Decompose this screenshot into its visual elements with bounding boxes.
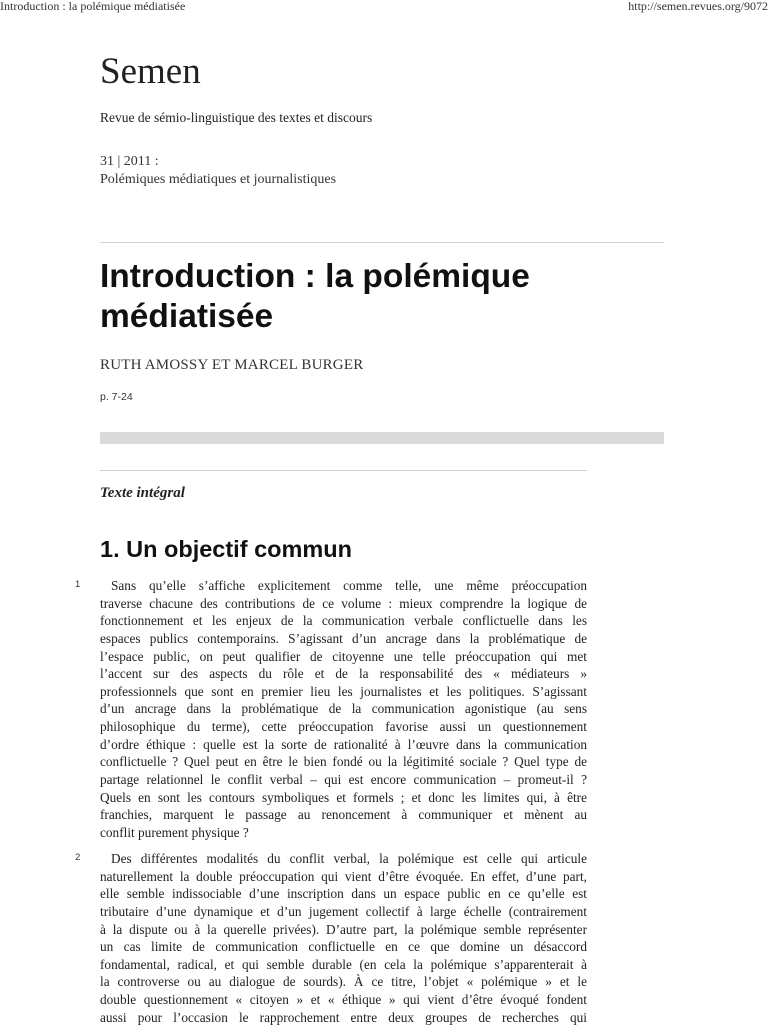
text-line: d’un ancrage dans la problématique de la communication agonistique (au sens [100, 701, 587, 717]
issue-title[interactable]: Polémiques médiatiques et journalistiques [100, 172, 337, 187]
text-line: un cas limite de communication conflictuelle en ce que domine un désaccord [100, 939, 587, 955]
journal-name[interactable]: Semen [100, 51, 201, 92]
text-line: fonctionnement et les enjeux de la communication verbale conflictuelle dans les [100, 613, 587, 629]
paragraph-number[interactable]: 1 [75, 579, 81, 590]
text-line: d’ordre éthique : quelle est la sorte de rationalité à l’œuvre dans la communication [100, 736, 587, 752]
text-line: naturellement la double préoccupation qui vient d’être évoquée. En effet, d’une part, [100, 868, 587, 884]
full-text-label: Texte intégral [100, 485, 185, 501]
print-header-url[interactable]: http://semen.revues.org/9072 [628, 0, 768, 13]
text-line: double questionnement « citoyen » et « éthique » qui vient d’être évoqué fondent [100, 992, 587, 1008]
text-line: l’accent sur des aspects du rôle et de la responsabilité des « médiateurs » [100, 666, 587, 682]
text-line: tributaire d’une dynamique et d’un jugement collectif à large échelle (contrairement [100, 903, 587, 919]
paragraph-2 [75, 850, 587, 1026]
text-line: conflit purement physique ? [100, 824, 249, 840]
toolbar-bar [100, 432, 664, 444]
paragraph-1 [75, 577, 587, 842]
article-authors[interactable]: RUTH AMOSSY ET MARCEL BURGER [100, 357, 364, 373]
header-divider [100, 242, 664, 243]
article-pages: p. 7-24 [100, 391, 133, 403]
text-line: philosophique du terme), cette préoccupation favorise aussi un questionnement [100, 719, 587, 735]
text-line: l’espace public, on peut qualifier de citoyenne une telle préoccupation qui met [100, 648, 587, 664]
text-line: franchies, marquent le passage au renoncement à communiquer et mènent au [100, 807, 587, 823]
text-line: aussi pour l’occasion le rapprochement entre deux groupes de recherches qui [100, 1009, 587, 1025]
issue-info [100, 153, 336, 189]
article-title: Introduction : la polémique médiatisée [100, 258, 530, 335]
journal-subtitle: Revue de sémio-linguistique des textes et discours [100, 110, 373, 125]
text-line: espaces publics contemporains. S’agissant d’un ancrage dans la problématique de [100, 630, 587, 646]
text-line: traverse chacune des contributions de ce volume : mieux comprendre la logique de [100, 595, 587, 611]
section-heading: 1. Un objectif commun [100, 536, 352, 562]
text-line: professionnels que sont en premier lieu les journalistes et les politiques. S’agissant [100, 683, 587, 699]
issue-number[interactable]: 31 | 2011 : [100, 154, 159, 169]
text-line: elle semble indissociable d’une inscription dans un espace public en ce qu’elle est [100, 886, 587, 902]
text-line: la controverse ou au dialogue de sourds). À ce titre, l’objet « polémique » et le [100, 974, 587, 990]
text-line: partage relationnel le conflit verbal – qui est encore communication – promeut-il ? [100, 772, 587, 788]
text-line: à la dispute ou à la querelle privées). D’autre part, la polémique semble représenter [100, 921, 587, 937]
text-line: conflictuelle ? Quel peut en être le bien fondé ou la légitimité sociale ? Quel type de [100, 754, 587, 770]
print-header [0, 0, 768, 14]
content-divider [100, 470, 587, 471]
paragraph-number[interactable]: 2 [75, 852, 81, 863]
text-line: Sans qu’elle s’affiche explicitement comme telle, une même préoccupation [111, 578, 587, 593]
text-line: Des différentes modalités du conflit verbal, la polémique est celle qui articule [111, 851, 587, 866]
print-header-title: Introduction : la polémique médiatisée [0, 0, 186, 13]
text-line: Quels en sont les contours symboliques et formels ; et donc les limites qui, à être [100, 789, 587, 805]
text-line: fondamental, radical, et qui semble durable (en cela la polémique s’apparenterait à [100, 956, 587, 972]
